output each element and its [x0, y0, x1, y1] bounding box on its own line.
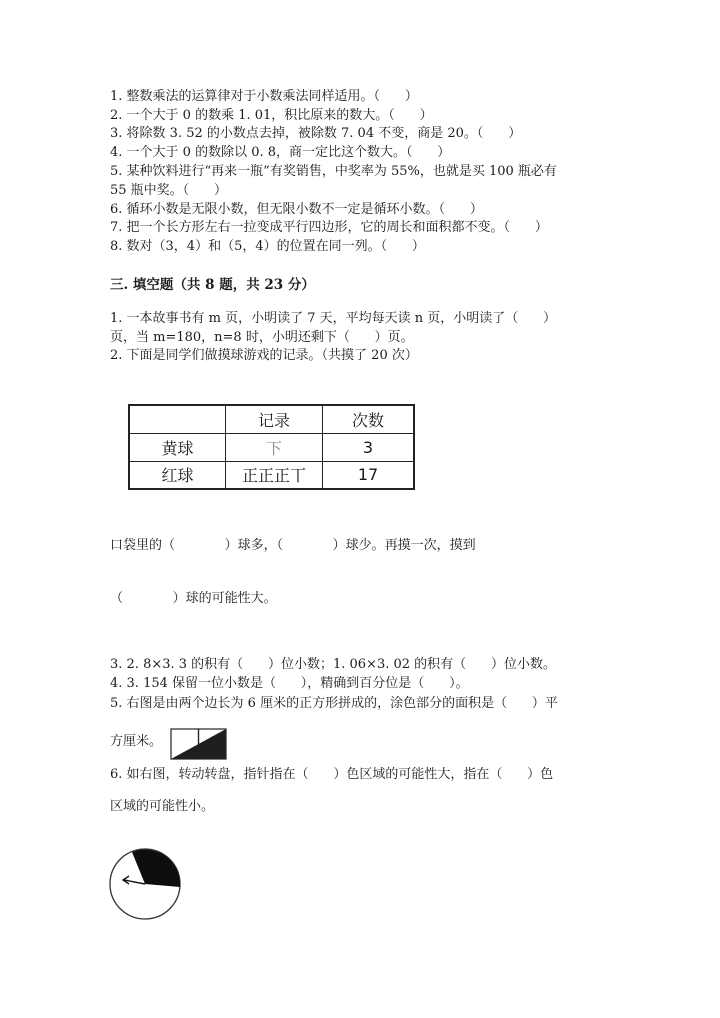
- spinner-figure: [108, 843, 186, 923]
- q6-line2: 区域的可能性小。: [110, 799, 215, 814]
- tf-item-1: 1. 整数乘法的运算律对于小数乘法同样适用。（ ）: [110, 89, 418, 104]
- q1-line2: 页，当 m=180，n=8 时，小明还剩下（ ）页。: [110, 330, 414, 345]
- q4-text: 4. 3. 154 保留一位小数是（ ），精确到百分位是（ ）。: [110, 676, 469, 691]
- q6-line1: 6. 如右图，转动转盘，指针指在（ ）色区域的可能性大，指在（ ）色: [110, 767, 554, 782]
- tf-item-7: 7. 把一个长方形左右一拉变成平行四边形，它的周长和面积都不变。（ ）: [110, 220, 548, 235]
- tf-item-5-cont: 55 瓶中奖。（ ）: [110, 183, 227, 198]
- tf-item-3: 3. 将除数 3. 52 的小数点去掉，被除数 7. 04 不变，商是 20。（ ）: [110, 126, 522, 141]
- row-count: 17: [323, 461, 415, 489]
- q5-line1: 5. 右图是由两个边长为 6 厘米的正方形拼成的，涂色部分的面积是（ ）平: [110, 696, 558, 711]
- tf-item-8: 8. 数对（3，4）和（5，4）的位置在同一列。（ ）: [110, 239, 425, 254]
- table-header-count: 次数: [323, 405, 415, 433]
- q5-line2: 方厘米。: [110, 734, 163, 749]
- tf-item-4: 4. 一个大于 0 的数除以 0. 8，商一定比这个数大。（ ）: [110, 145, 451, 160]
- q2-blank-line2: （ ）球的可能性大。: [110, 591, 277, 606]
- table-row: [129, 433, 414, 461]
- table-row: [129, 461, 414, 489]
- squares-figure: [170, 728, 230, 760]
- section-title: 三. 填空题（共 8 题，共 23 分）: [110, 277, 315, 293]
- row-name: 红球: [129, 461, 226, 489]
- q2-text: 2. 下面是同学们做摸球游戏的记录。（共摸了 20 次）: [110, 348, 418, 363]
- table-header-record: 记录: [226, 405, 323, 433]
- tf-item-2: 2. 一个大于 0 的数乘 1. 01，积比原来的数大。（ ）: [110, 108, 433, 123]
- row-count: 3: [323, 433, 415, 461]
- q3-text: 3. 2. 8×3. 3 的积有（ ）位小数；1. 06×3. 02 的积有（ ）位小数。: [110, 657, 556, 672]
- row-tally: 下: [226, 433, 323, 461]
- tf-item-5: 5. 某种饮料进行“再来一瓶”有奖销售，中奖率为 55%，也就是买 100 瓶必有: [110, 164, 557, 179]
- q1-line1: 1. 一本故事书有 m 页，小明读了 7 天，平均每天读 n 页，小明读了（ ）: [110, 311, 557, 326]
- q2-blank-line1: 口袋里的（ ）球多，（ ）球少。再摸一次，摸到: [110, 538, 476, 553]
- tally-table: [128, 404, 415, 490]
- table-header-empty: [129, 405, 226, 433]
- tf-item-6: 6. 循环小数是无限小数，但无限小数不一定是循环小数。（ ）: [110, 202, 483, 217]
- row-tally: 正正正丅: [226, 461, 323, 489]
- row-name: 黄球: [129, 433, 226, 461]
